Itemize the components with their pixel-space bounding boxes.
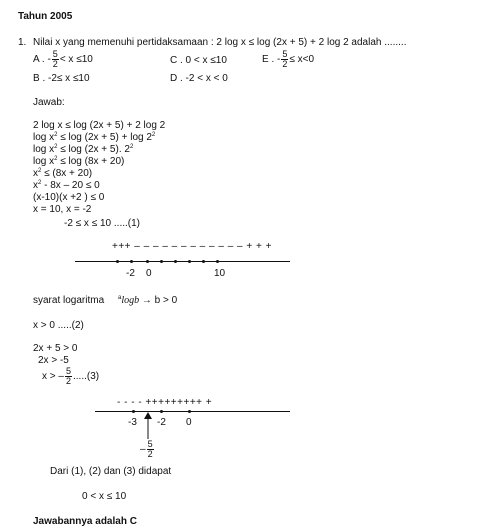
question-number: 1. xyxy=(18,37,27,48)
nl1-label-0: 0 xyxy=(146,268,152,279)
syarat-expression: $^a$logb → b > 0 xyxy=(118,295,178,306)
condition-3a: 2x + 5 > 0 xyxy=(33,343,78,354)
question-text: Nilai x yang memenuhi pertidaksamaan : 2 log x ≤ log (2x + 5) + 2 log 2 adalah ........ xyxy=(33,37,407,48)
option-a: A . - $\frac{5}{2}$ < x ≤10 xyxy=(33,49,93,69)
nl2-frac-label: – $\frac{5}{2}$ xyxy=(140,439,153,459)
sign-pattern-2: - - - - +++++++++ + xyxy=(117,397,213,408)
number-line-2 xyxy=(95,411,290,412)
nl2-label-neg3: -3 xyxy=(128,417,137,428)
option-c: C . 0 < x ≤10 xyxy=(170,55,227,66)
step-8: x = 10, x = -2 xyxy=(33,204,92,215)
step-1: 2 log x ≤ log (2x + 5) + 2 log 2 xyxy=(33,120,166,131)
tick-dot xyxy=(216,260,219,263)
tick-dot xyxy=(146,260,149,263)
page-title: Tahun 2005 xyxy=(18,11,73,22)
tick-dot xyxy=(116,260,119,263)
tick-dot xyxy=(188,260,191,263)
tick-dot xyxy=(174,260,177,263)
nl1-label-neg2: -2 xyxy=(126,268,135,279)
up-arrow-icon xyxy=(143,412,153,440)
step-3: $\log x^2 \le \log (2x + 5)$. $2^2$ xyxy=(33,144,134,155)
tick-dot xyxy=(188,410,191,413)
answer-text: Jawabannya adalah C xyxy=(33,516,137,527)
step-7: (x-10)(x +2 ) ≤ 0 xyxy=(33,192,105,203)
condition-3b: 2x > -5 xyxy=(38,355,69,366)
option-d: D . -2 < x < 0 xyxy=(170,73,228,84)
step-9: -2 ≤ x ≤ 10 .....(1) xyxy=(64,218,140,229)
tick-dot xyxy=(130,260,133,263)
condition-2: x > 0 .....(2) xyxy=(33,320,84,331)
tick-dot xyxy=(160,260,163,263)
result-text: 0 < x ≤ 10 xyxy=(82,491,127,502)
option-b: B . -2≤ x ≤10 xyxy=(33,73,90,84)
option-e: E . - $\frac{5}{2}$ ≤ x<0 xyxy=(262,49,315,69)
condition-3c: x > – $\frac{5}{2}$ .....(3) xyxy=(42,366,100,386)
tick-dot xyxy=(202,260,205,263)
step-5: $x^2 \le (8x + 20)$ xyxy=(33,168,93,179)
jawab-label: Jawab: xyxy=(33,97,65,108)
number-line-1 xyxy=(75,261,290,262)
tick-dot xyxy=(132,410,135,413)
tick-dot xyxy=(160,410,163,413)
conclusion-text: Dari (1), (2) dan (3) didapat xyxy=(50,466,172,477)
step-2: $\log x^2 \le \log (2x + 5) + \log 2^2$ xyxy=(33,132,156,143)
nl1-label-10: 10 xyxy=(214,268,226,279)
nl2-label-0: 0 xyxy=(186,417,192,428)
step-4: $\log x^2 \le \log (8x + 20)$ xyxy=(33,156,125,167)
nl2-label-neg2: -2 xyxy=(157,417,166,428)
syarat-label: syarat logaritma xyxy=(33,295,105,306)
sign-pattern-1: +++ – – – – – – – – – – – – + + + xyxy=(112,241,272,252)
step-6: $x^2 - 8x - 20 \le 0$ xyxy=(33,180,100,191)
